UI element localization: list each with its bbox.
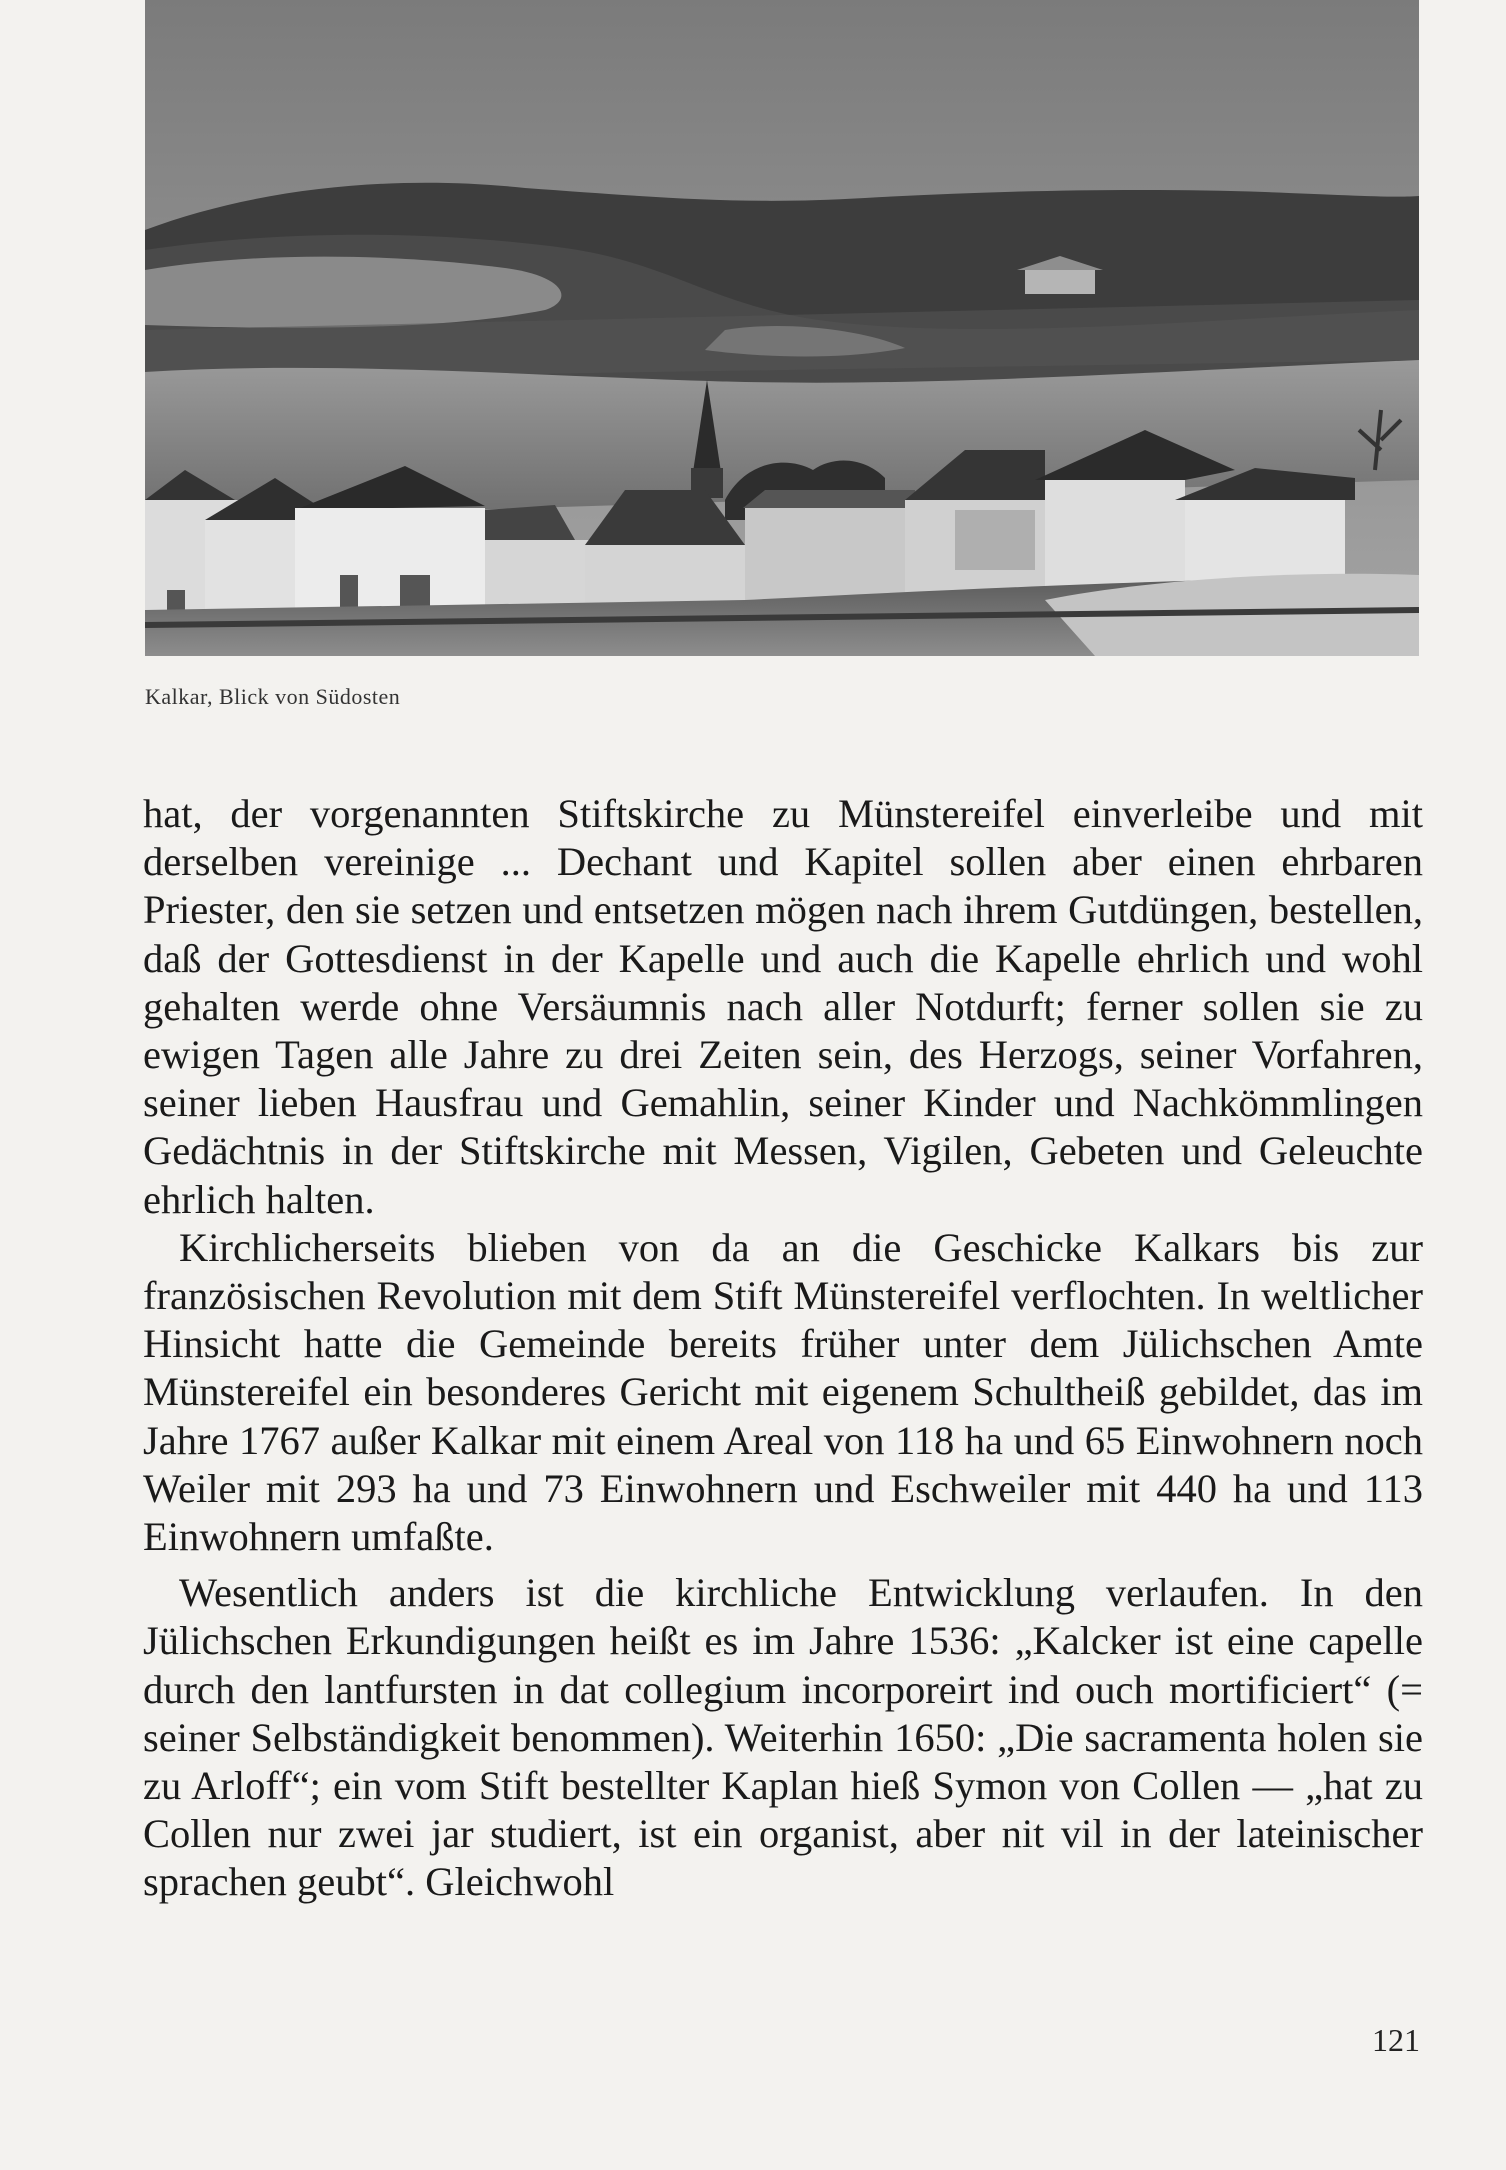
photo-caption: Kalkar, Blick von Südosten	[145, 684, 401, 709]
body-text	[143, 790, 1423, 1907]
paragraph-2: Kirchlicherseits blieben von da an die Geschicke Kalkars bis zur französischen Revolution mit dem Stift Münstereifel verflochten. In weltlicher Hinsicht hatte die Gemeinde bereits früher unter dem Jülichschen Amte Münstereifel ein besonderes Gericht mit eigenem Schultheiß gebildet, das im Jahre 1767 außer Kalkar mit einem Areal von 118 ha und 65 Einwohnern noch Weiler mit 293 ha und 73 Einwohnern und Eschweiler mit 440 ha und 113 Einwohnern umfaßte.	[143, 1224, 1423, 1560]
paragraph-3: Wesentlich anders ist die kirchliche Entwicklung verlaufen. In den Jülichschen Erkundigungen heißt es im Jahre 1536: „Kalcker ist eine capelle durch den lantfursten in dat collegium incorporeirt ind ouch mortificiert“ (= seiner Selbständigkeit benommen). Weiterhin 1650: „Die sacramenta holen sie zu Arloff“; ein vom Stift bestellter Kaplan hieß Symon von Collen — „hat zu Collen nur zwei jar studiert, ist ein organist, aber nit vil in der lateinischer sprachen geubt“. Gleichwohl	[143, 1570, 1423, 1905]
paragraph-1: hat, der vorgenannten Stiftskirche zu Münstereifel einverleibe und mit derselben vereinige ... Dechant und Kapitel sollen aber einen ehrbaren Priester, den sie setzen und entsetzen mögen nach ihrem Gutdüngen, bestellen, daß der Gottesdienst in der Kapelle und auch die Kapelle ehrlich und wohl gehalten werde ohne Versäumnis nach aller Notdurft; ferner sollen sie zu ewigen Tagen alle Jahre zu drei Zeiten sein, des Herzogs, seiner Vorfahren, seiner lieben Hausfrau und Gemahlin, seiner Kinder und Nachkömmlingen Gedächtnis in der Stiftskirche mit Messen, Vigilen, Gebeten und Geleuchte ehrlich halten.	[143, 791, 1423, 1222]
page-number: 121	[1372, 2022, 1420, 2058]
photo-illustration	[145, 0, 1419, 656]
village-landscape-photo	[145, 0, 1419, 656]
